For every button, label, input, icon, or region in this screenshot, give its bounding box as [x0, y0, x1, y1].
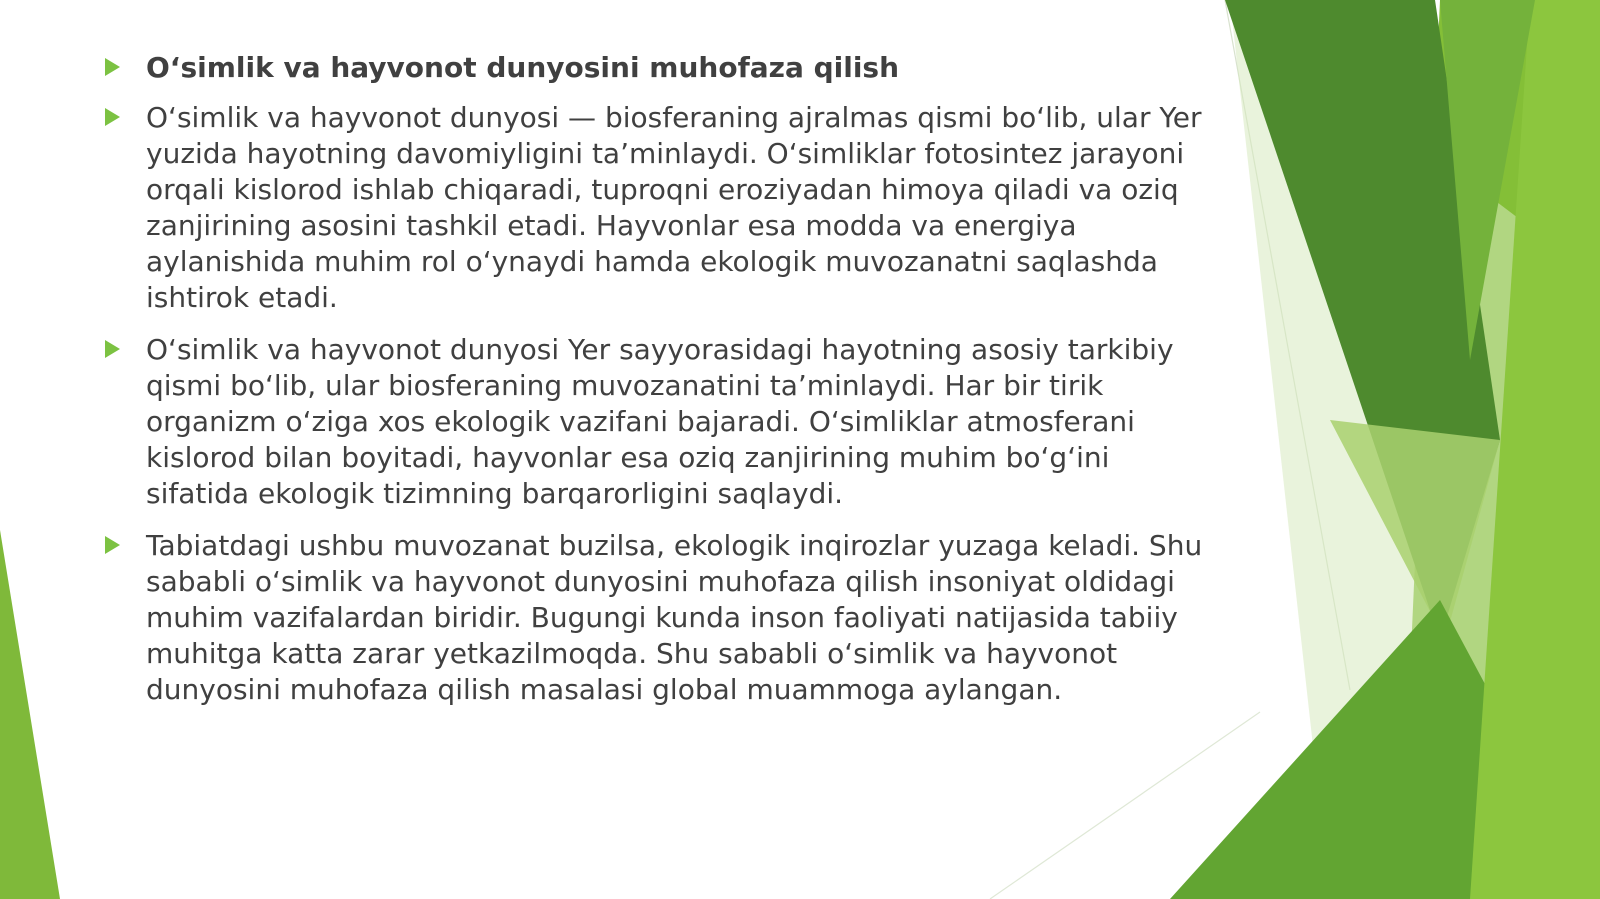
bullet-text: Tabiatdagi ushbu muvozanat buzilsa, ekologik inqirozlar yuzaga keladi. Shu sababli o‘simlik va hayvonot dunyosini muhofaza qilish insoniyat oldidagi muhim vazifalardan biridir. Bugungi kunda inson faoliyati natijasida tabiiy muhitga katta zarar yetkazilmoqda. Shu sababli o‘simlik va hayvonot dunyosini muhofaza qilish masalasi global muammoga aylangan.	[146, 529, 1203, 706]
bullet-text: O‘simlik va hayvonot dunyosi Yer sayyorasidagi hayotning asosiy tarkibiy qismi bo‘lib, ular biosferaning muvozanatini ta’minlaydi. Har bir tirik organizm o‘ziga xos ekologik vazifani bajaradi. O‘simliklar atmosferani kislorod bilan boyitadi, hayvonlar esa oziq zanjirining muhim bo‘g‘ini sifatida ekologik tizimning barqarorligini saqlaydi.	[146, 333, 1174, 510]
triangle-bullet-icon	[105, 58, 120, 76]
bullet-item	[100, 100, 1210, 316]
bullet-item-title	[100, 50, 1210, 86]
triangle-bullet-icon	[105, 536, 120, 554]
triangle-bullet-icon	[105, 108, 120, 126]
bullet-item	[100, 332, 1210, 512]
bullet-text: O‘simlik va hayvonot dunyosi — biosferaning ajralmas qismi bo‘lib, ular Yer yuzida hayotning davomiyligini ta’minlaydi. O‘simliklar fotosintez jarayoni orqali kislorod ishlab chiqaradi, tuproqni eroziyadan himoya qiladi va oziq zanjirining asosini tashkil etadi. Hayvonlar esa modda va energiya aylanishida muhim rol o‘ynaydi hamda ekologik muvozanatni saqlashda ishtirok etadi.	[146, 101, 1202, 314]
bullet-text: O‘simlik va hayvonot dunyosini muhofaza qilish	[146, 51, 900, 84]
triangle-bullet-icon	[105, 340, 120, 358]
left-green-shape	[0, 530, 60, 899]
bullet-list	[100, 50, 1210, 724]
bullet-item	[100, 528, 1210, 708]
